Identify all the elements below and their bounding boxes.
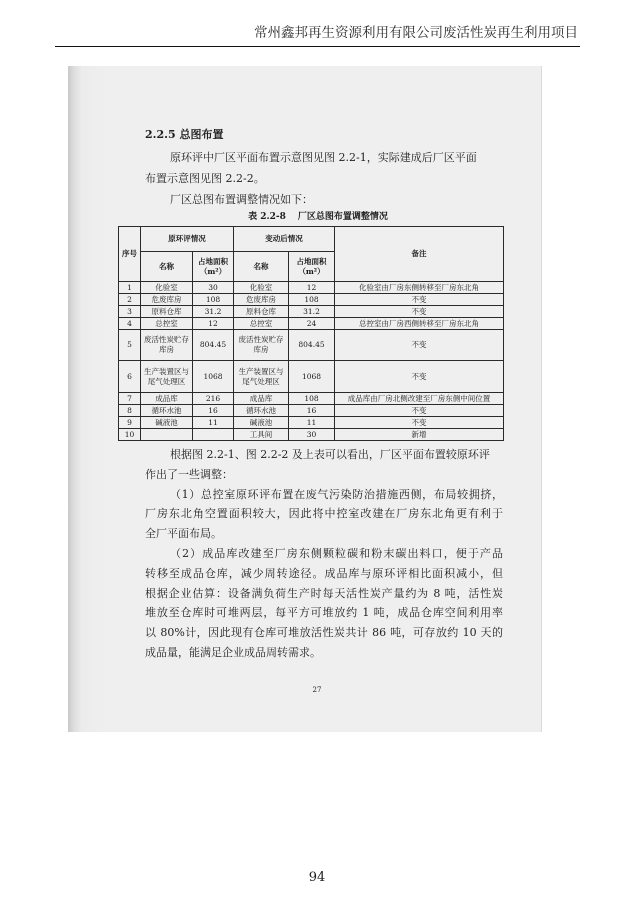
cell-serial: 2 [119,294,141,306]
cell-changed-name: 废活性炭贮存库房 [234,330,289,361]
header-changed-area [289,252,335,282]
header-divider [55,46,580,47]
text-line: 厂区总图布置调整情况如下： [170,193,313,206]
text-line: 转移至成品仓库，减少周转途径。成品库与原环评相比面积减小，但 [145,566,503,580]
cell-serial: 10 [119,429,141,441]
cell-serial: 3 [119,306,141,318]
cell-serial: 5 [119,330,141,361]
area-unit: （m²） [199,266,227,276]
cell-original-name: 废活性炭贮存库房 [141,330,193,361]
analysis-paragraphs [145,445,503,663]
header-original-area [193,252,234,282]
table-row [119,282,504,294]
text-line: 全厂平面布局。 [145,527,222,541]
cell-original-area: 216 [193,393,234,405]
document-header-title: 常州鑫邦再生资源利用有限公司废活性炭再生利用项目 [254,25,578,41]
text-line: 布置示意图见图 2.2-2。 [145,172,265,185]
table-caption-number: 表 2.2-8 [248,212,286,222]
cell-changed-name: 化验室 [234,282,289,294]
section-heading: 2.2.5 总图布置 [145,128,224,141]
table-header-row [119,227,504,252]
table-row [119,405,504,417]
cell-serial: 6 [119,361,141,393]
text-line: 堆放至仓库时可堆两层，每平方可堆放约 1 吨，成品仓库空间利用率 [145,606,503,620]
cell-changed-name: 碱液池 [234,417,289,429]
cell-changed-area: 1068 [289,361,335,393]
text-line: 根据图 2.2-1、图 2.2-2 及上表可以看出，厂区平面布置较原环评 [170,448,490,461]
table-caption-title: 厂区总图布置调整情况 [297,212,388,222]
text-line: 成品量，能满足企业成品周转需求。 [145,645,321,659]
cell-original-name [141,429,193,441]
cell-original-area: 31.2 [193,306,234,318]
cell-original-name: 危废库房 [141,294,193,306]
table-row [119,361,504,393]
cell-changed-name: 危废库房 [234,294,289,306]
cell-serial: 9 [119,417,141,429]
cell-changed-name: 成品库 [234,393,289,405]
cell-serial: 8 [119,405,141,417]
cell-remark: 不变 [335,306,504,318]
cell-serial: 7 [119,393,141,405]
header-changed-name: 名称 [234,252,289,282]
table-row [119,318,504,330]
cell-changed-area: 804.45 [289,330,335,361]
cell-original-name: 成品库 [141,393,193,405]
header-serial: 序号 [119,227,141,282]
table-row [119,417,504,429]
cell-original-area: 30 [193,282,234,294]
cell-changed-name: 原料仓库 [234,306,289,318]
cell-remark: 成品库由厂房北侧改建至厂房东侧中间位置 [335,393,504,405]
cell-changed-name: 生产装置区与尾气处理区 [234,361,289,393]
cell-changed-area: 31.2 [289,306,335,318]
cell-original-area: 16 [193,405,234,417]
cell-changed-area: 11 [289,417,335,429]
cell-changed-area: 108 [289,393,335,405]
area-unit: （m²） [298,266,325,276]
cell-remark: 总控室由厂房西侧转移至厂房东北角 [335,318,504,330]
table-row [119,294,504,306]
text-line: 根据企业估算：设备满负荷生产时每天活性炭产量约为 8 吨，活性炭 [145,586,503,600]
cell-original-area: 11 [193,417,234,429]
cell-changed-name: 循环水池 [234,405,289,417]
cell-changed-name: 工具间 [234,429,289,441]
area-label: 占地面积 [198,256,228,266]
text-line: 厂房东北角空置面积较大，因此将中控室改建在厂房东北角更有利于 [145,507,503,521]
text-line: 以 80%计，因此现有仓库可堆放活性炭共计 86 吨，可存放约 10 天的 [145,626,503,640]
cell-changed-area: 108 [289,294,335,306]
cell-original-area: 804.45 [193,330,234,361]
intro-paragraph [145,147,503,210]
cell-original-area: 108 [193,294,234,306]
cell-original-name: 循环水池 [141,405,193,417]
cell-remark: 化验室由厂房东侧转移至厂房东北角 [335,282,504,294]
text-line: （1）总控室原环评布置在废气污染防治措施西侧，布局较拥挤， [170,487,503,501]
cell-remark: 不变 [335,294,504,306]
table-row [119,393,504,405]
cell-serial: 1 [119,282,141,294]
header-remark: 备注 [335,227,504,282]
text-line: （2）成品库改建至厂房东侧颗粒碳和粉末碳出料口，便于产品 [170,546,503,560]
table-row [119,429,504,441]
cell-changed-area: 24 [289,318,335,330]
cell-changed-area: 16 [289,405,335,417]
table-caption [218,210,418,224]
cell-original-name: 碱液池 [141,417,193,429]
cell-changed-area: 12 [289,282,335,294]
layout-adjustment-table [118,226,504,441]
table-row [119,330,504,361]
cell-remark: 不变 [335,405,504,417]
text-line: 原环评中厂区平面布置示意图见图 2.2-1，实际建成后厂区平面 [170,151,477,164]
cell-remark: 不变 [335,417,504,429]
inner-page-number: 27 [312,686,322,694]
cell-original-name: 化验室 [141,282,193,294]
cell-serial: 4 [119,318,141,330]
cell-original-area: 1068 [193,361,234,393]
cell-original-name: 生产装置区与尾气处理区 [141,361,193,393]
cell-original-area: 12 [193,318,234,330]
header-changed-group: 变动后情况 [234,227,335,252]
page-number: 94 [308,870,326,885]
header-original-group: 原环评情况 [141,227,234,252]
table-row [119,306,504,318]
cell-remark: 不变 [335,361,504,393]
cell-remark: 不变 [335,330,504,361]
cell-original-area [193,429,234,441]
header-original-name: 名称 [141,252,193,282]
cell-original-name: 总控室 [141,318,193,330]
text-line: 作出了一些调整： [145,467,233,481]
cell-remark: 新增 [335,429,504,441]
cell-original-name: 原料仓库 [141,306,193,318]
area-label: 占地面积 [296,256,327,266]
cell-changed-name: 总控室 [234,318,289,330]
cell-changed-area: 30 [289,429,335,441]
